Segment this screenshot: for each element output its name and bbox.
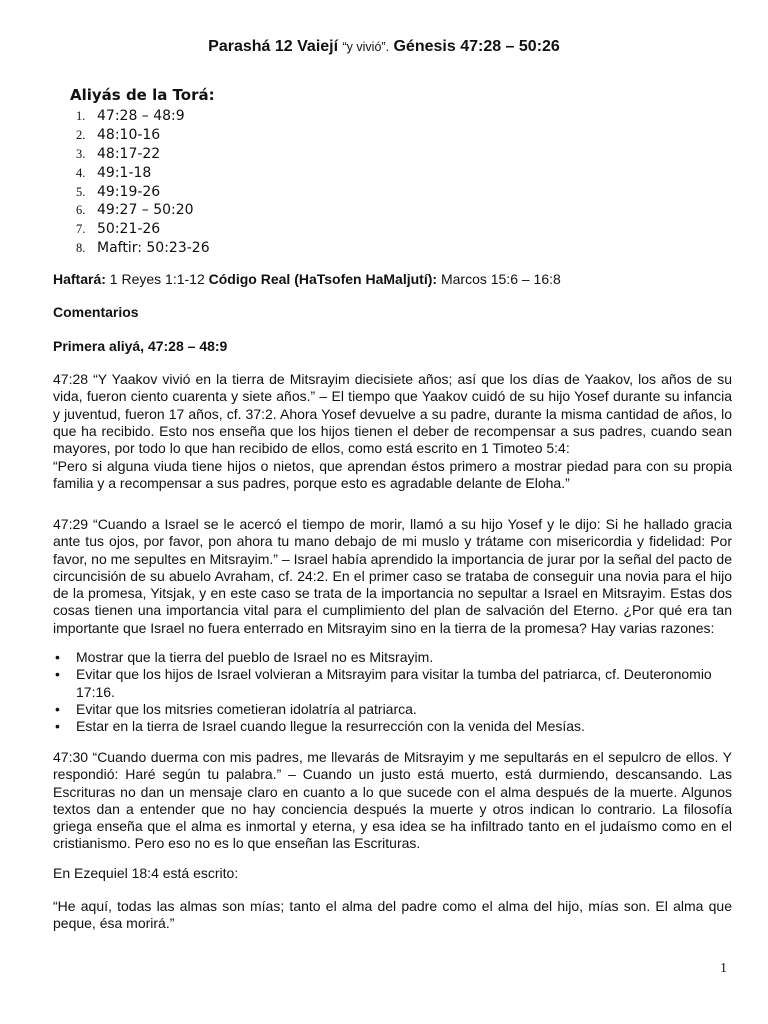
aliyot-item — [76, 200, 210, 219]
quote-ezequiel-18-4: “He aquí, todas las almas son mías; tanto el alma del padre como el alma del hijo, mías son. El alma que peque, ésa morirá.” — [53, 898, 732, 932]
title-subtitle: “y vivió”. — [342, 40, 390, 54]
aliyot-number: 6. — [76, 203, 86, 218]
bullet-marker: • — [55, 700, 60, 717]
aliyot-reference: 48:17-22 — [97, 145, 161, 162]
bullet-marker: • — [55, 666, 60, 683]
aliyot-item — [76, 125, 210, 144]
aliyot-number: 7. — [76, 222, 86, 237]
primera-aliya-heading: Primera aliyá, 47:28 – 48:9 — [53, 338, 228, 354]
haftara-value: 1 Reyes 1:1-12 — [109, 271, 205, 287]
bullet-marker: • — [55, 718, 60, 735]
list-item — [53, 649, 732, 666]
paragraph-47-28: 47:28 “Y Yaakov vivió en la tierra de Mitsrayim diecisiete años; así que los días de Yaakov, los años de su vida, fueron ciento cuarenta y siete años.” – El tiempo que Yaakov cuidó de su hijo Yosef durante su infancia y juventud, fueron 17 años, cf. 37:2. Ahora Yosef devuelve a su padre, durante la misma cantidad de años, lo que ha recibido. Esto nos enseña que los hijos tienen el deber de recompensar a sus padres, cuando sean mayores, por todo lo que han recibido de ellos, como está escrito en 1 Timoteo 5:4: — [53, 371, 732, 457]
aliyot-number: 4. — [76, 165, 86, 180]
list-item — [53, 701, 732, 718]
aliyot-reference: 49:27 – 50:20 — [97, 202, 194, 219]
aliyot-reference: 47:28 – 48:9 — [97, 108, 185, 124]
paragraph-ezequiel: En Ezequiel 18:4 está escrito: — [53, 865, 239, 881]
aliyot-item — [76, 144, 210, 163]
aliyot-number: 2. — [76, 127, 86, 142]
quote-1-timoteo: “Pero si alguna viuda tiene hijos o nietos, que aprendan éstos primero a mostrar piedad para con su propia familia y a recompensar a sus padres, porque esto es agradable delante de Eloha.” — [53, 458, 732, 492]
aliyot-item — [76, 219, 210, 238]
aliyot-item — [76, 182, 210, 201]
codigo-real-value: Marcos 15:6 – 16:8 — [440, 271, 561, 287]
list-item-text: Estar en la tierra de Israel cuando llegue la resurrección con la venida del Mesías. — [76, 718, 585, 735]
list-item-text: Evitar que los mitsries cometieran idolatría al patriarca. — [76, 700, 417, 717]
list-item-text: Mostrar que la tierra del pueblo de Israel no es Mitsrayim. — [76, 649, 434, 665]
comentarios-heading: Comentarios — [53, 304, 139, 320]
aliyot-reference: 48:10-16 — [97, 126, 161, 143]
aliyot-list — [76, 106, 210, 257]
aliyot-reference: 49:19-26 — [97, 183, 161, 200]
haftara-label: Haftará: — [53, 271, 106, 287]
aliyot-number: 3. — [76, 146, 86, 161]
aliyot-heading: Aliyás de la Torá: — [70, 86, 215, 104]
list-item-text: Evitar que los hijos de Israel volvieran a Mitsrayim para visitar la tumba del patriarca, cf. Deuteronomio 17:16. — [76, 666, 712, 700]
page-number: 1 — [720, 961, 727, 976]
aliyot-item — [76, 106, 210, 125]
title-reference: Génesis 47:28 – 50:26 — [393, 38, 560, 55]
aliyot-number: 1. — [76, 109, 86, 123]
reasons-list — [53, 649, 732, 735]
aliyot-item — [76, 238, 210, 257]
list-item — [53, 666, 732, 701]
aliyot-reference: 49:1-18 — [97, 164, 152, 181]
aliyot-number: 8. — [76, 241, 86, 256]
aliyot-reference: Maftir: 50:23-26 — [97, 240, 210, 257]
aliyot-item — [76, 163, 210, 182]
paragraph-47-30: 47:30 “Cuando duerma con mis padres, me llevarás de Mitsrayim y me sepultarás en el sepulcro de ellos. Y respondió: Haré según tu palabra.” – Cuando un justo está muerto, está durmiendo, descansando. Las Escrituras no dan un mensaje claro en cuanto a lo que sucede con el alma después de la muerte. Algunos textos dan a entender que no hay conciencia después la muerte y otros indican lo contrario. La filosofía griega enseña que el alma es inmortal y eterna, y esa idea se ha infiltrado tanto en el judaísmo como en el cristianismo. Pero eso no es lo que enseñan las Escrituras. — [53, 749, 732, 852]
codigo-real-label: Código Real (HaTsofen HaMaljutí): — [208, 271, 438, 287]
title-main: Parashá 12 Vaiejí — [208, 38, 339, 55]
aliyot-reference: 50:21-26 — [97, 221, 161, 238]
aliyot-number: 5. — [76, 184, 86, 199]
bullet-marker: • — [55, 649, 60, 665]
haftara-line — [53, 271, 732, 288]
list-item — [53, 718, 732, 735]
page-title — [0, 37, 768, 57]
paragraph-47-29: 47:29 “Cuando a Israel se le acercó el tiempo de morir, llamó a su hijo Yosef y le dijo: Si he hallado gracia ante tus ojos, por favor, pon ahora tu mano debajo de mi muslo y trátame con misericordia y fidelidad: Por favor, no me sepultes en Mitsrayim.” – Israel había aprendido la importancia de jurar por la señal del pacto de circuncisión de su abuelo Avraham, cf. 24:2. En el primer caso se trataba de conseguir una novia para el hijo de la promesa, Yitsjak, y en este caso se trata de la importancia no sepultar a Israel en Mitsrayim. Estas dos cosas tienen una importancia vital para el cumplimiento del plan de salvación del Eterno. ¿Por qué era tan importante que Israel no fuera enterrado en Mitsrayim sino en la tierra de la promesa? Hay varias razones: — [53, 516, 732, 636]
